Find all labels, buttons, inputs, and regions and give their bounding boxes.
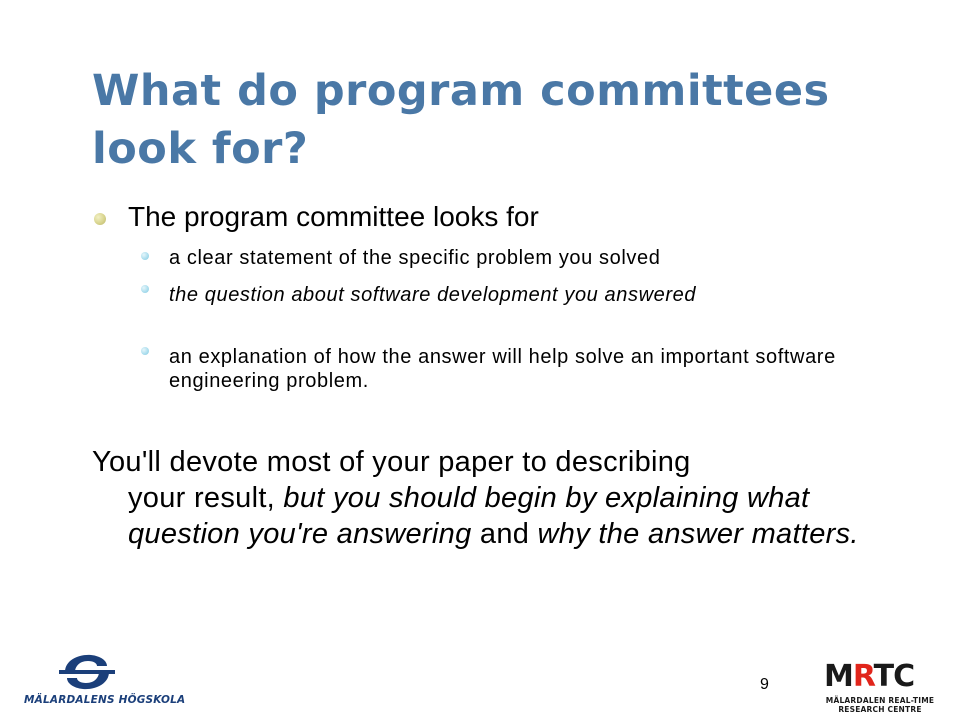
- mdh-emblem-icon: [57, 652, 117, 692]
- bullet-icon: [94, 213, 106, 225]
- mdh-logo: [24, 652, 186, 712]
- paragraph-text: your result,: [128, 482, 276, 514]
- paragraph-text: You'll devote most of your paper to describing: [92, 446, 691, 478]
- sub-bullet-text-1: a clear statement of the specific problem you solved: [169, 247, 661, 269]
- sub-bullet-icon: [141, 252, 149, 260]
- slide-title: What do program committees look for?: [92, 66, 830, 174]
- sub-bullet-icon: [141, 285, 149, 293]
- mrtc-letter-red: R: [852, 659, 874, 694]
- page-number: 9: [760, 676, 769, 693]
- mrtc-subtitle-line-1: MÄLARDALEN REAL-TIME: [825, 696, 935, 705]
- mrtc-letters: TC: [873, 659, 915, 694]
- sub-bullet-icon: [141, 347, 149, 355]
- paragraph-emphasis: but you should begin by explaining what question you're answering: [128, 482, 810, 550]
- mrtc-logo-subtitle: [816, 696, 944, 714]
- mrtc-logo: [816, 660, 946, 716]
- body-paragraph: [92, 444, 892, 552]
- mrtc-logo-word: [824, 660, 914, 694]
- sub-bullet-text-3: an explanation of how the answer will help solve an important software engineering problem.: [169, 346, 836, 392]
- main-bullet-text: The program committee looks for: [128, 201, 539, 232]
- sub-bullet-text-2: the question about software development you answered: [169, 284, 697, 306]
- paragraph-emphasis: why the answer matters.: [537, 518, 859, 550]
- paragraph-text: and: [479, 518, 530, 550]
- mrtc-letter: M: [824, 659, 853, 694]
- paragraph-indented-block: [92, 480, 892, 552]
- mdh-logo-text: MÄLARDALENS HÖGSKOLA: [24, 694, 186, 706]
- mrtc-subtitle-line-2: RESEARCH CENTRE: [838, 705, 922, 714]
